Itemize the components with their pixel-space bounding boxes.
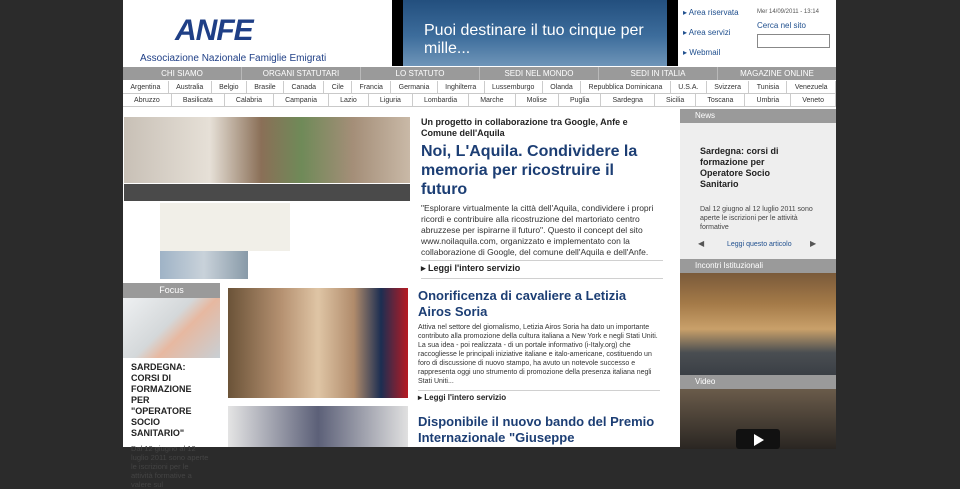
region-link[interactable]: Sicilia bbox=[655, 94, 696, 106]
nav-chi-siamo[interactable]: CHI SIAMO bbox=[123, 67, 242, 80]
feature-title[interactable]: Noi, L'Aquila. Condividere la memoria per ricostruire il futuro bbox=[421, 143, 638, 198]
site-screenshot bbox=[160, 251, 248, 279]
country-link[interactable]: Repubblica Dominicana bbox=[581, 81, 671, 93]
article2-title[interactable]: Onorificenza di cavaliere a Letizia Airos Soria bbox=[418, 288, 627, 319]
country-link[interactable]: Germania bbox=[391, 81, 437, 93]
region-link[interactable]: Abruzzo bbox=[123, 94, 172, 106]
country-link[interactable]: Tunisia bbox=[749, 81, 787, 93]
webmail-link[interactable]: ▸ Webmail bbox=[683, 48, 763, 57]
search-box bbox=[757, 9, 837, 48]
feature-kicker: Un progetto in collaborazione tra Google, Anfe e Comune dell'Aquila bbox=[421, 117, 628, 138]
next-arrow-icon[interactable]: ▶ bbox=[810, 239, 817, 248]
region-link[interactable]: Calabria bbox=[225, 94, 274, 106]
news-header: News bbox=[680, 109, 836, 123]
main-nav bbox=[123, 67, 836, 80]
area-servizi-link[interactable]: ▸ Area servizi bbox=[683, 28, 763, 37]
country-link[interactable]: U.S.A. bbox=[671, 81, 707, 93]
country-link[interactable]: Cile bbox=[324, 81, 352, 93]
news-box bbox=[680, 123, 836, 259]
country-link[interactable]: Australia bbox=[169, 81, 212, 93]
region-link[interactable]: Puglia bbox=[559, 94, 602, 106]
banner-stripe-right bbox=[667, 0, 678, 66]
page bbox=[123, 0, 836, 489]
focus-title[interactable]: SARDEGNA: CORSI DI FORMAZIONE PER "OPERATORE SOCIO SANITARIO" bbox=[131, 362, 192, 438]
focus-image[interactable] bbox=[123, 298, 220, 358]
article2-read-more[interactable]: ▸ Leggi l'intero servizio bbox=[418, 390, 660, 402]
region-link[interactable]: Umbria bbox=[745, 94, 791, 106]
country-link[interactable]: Belgio bbox=[212, 81, 247, 93]
country-link[interactable]: Olanda bbox=[543, 81, 581, 93]
thumbnail-strip bbox=[124, 184, 410, 201]
region-link[interactable]: Liguria bbox=[369, 94, 413, 106]
article3-title[interactable]: Disponibile il nuovo bando del Premio Internazionale "Giuseppe bbox=[418, 414, 655, 445]
country-link[interactable]: Venezuela bbox=[787, 81, 835, 93]
region-link[interactable]: Sardegna bbox=[601, 94, 654, 106]
feature-read-more[interactable]: ▸ Leggi l'intero servizio bbox=[421, 260, 663, 279]
country-link[interactable]: Argentina bbox=[123, 81, 169, 93]
video-player[interactable] bbox=[680, 389, 836, 449]
nav-sedi-nel-mondo[interactable]: SEDI NEL MONDO bbox=[480, 67, 599, 80]
country-link[interactable]: Lussemburgo bbox=[485, 81, 543, 93]
search-input[interactable] bbox=[757, 34, 830, 48]
incontri-image[interactable] bbox=[680, 273, 836, 375]
country-link[interactable]: Canada bbox=[284, 81, 324, 93]
article2 bbox=[418, 288, 660, 402]
map-screenshot bbox=[160, 203, 290, 251]
feature-article bbox=[421, 117, 663, 273]
country-link[interactable]: Svizzera bbox=[707, 81, 750, 93]
right-sidebar bbox=[680, 109, 836, 447]
play-icon[interactable] bbox=[736, 429, 780, 449]
laquila-photo bbox=[124, 117, 410, 183]
region-link[interactable]: Marche bbox=[469, 94, 515, 106]
incontri-header: Incontri Istituzionali bbox=[680, 259, 836, 273]
regions-row bbox=[123, 94, 836, 107]
focus-header: Focus bbox=[123, 283, 220, 298]
article2-body: Attiva nel settore del giornalismo, Letizia Airos Soria ha dato un importante contributo alla promozione della cultura italiana a New York e negli Stati Uniti. La sua idea - poi realizzata - di un portale informativo (i-Italy.org) che raccogliesse le principali iniziative italiane e italo-americane, costituendo un foro di discussione di nuovo stampo, ha avuto un notevole successo e rappresenta oggi uno strumento di promozione della presenza italiana negli Stati Uniti... bbox=[418, 324, 658, 385]
banner-text: Puoi destinare il tuo cinque per mille... bbox=[424, 22, 644, 57]
feature-image[interactable] bbox=[124, 117, 410, 281]
feature-body: "Esplorare virtualmente la città dell'Aquila, condividere i propri ricordi e contribuire alla ricostruzione del martoriato centro abruzzese per ispirarne il futuro". Questo il concept del sito www.noilaquila.com, organizzato e implementato con la collaborazione di Google, del comune dell'Aquila e dell'Anfe. bbox=[421, 203, 654, 257]
nav-magazine-online[interactable]: MAGAZINE ONLINE bbox=[740, 69, 814, 78]
news-text: Dal 12 giugno al 12 luglio 2011 sono aperte le iscrizioni per le attività formative bbox=[700, 206, 813, 231]
focus-text: Dal 12 giugno al 12 luglio 2011 sono aperte le iscrizioni per le attività formative a valere sul bbox=[131, 444, 209, 489]
region-link[interactable]: Lazio bbox=[329, 94, 369, 106]
search-label: Cerca nel sito bbox=[757, 21, 806, 30]
region-link[interactable]: Basilicata bbox=[172, 94, 225, 106]
header bbox=[123, 0, 836, 67]
country-link[interactable]: Brasile bbox=[247, 81, 284, 93]
anfe-logo[interactable] bbox=[137, 10, 327, 64]
article2-image[interactable] bbox=[228, 288, 408, 398]
focus-box bbox=[123, 283, 220, 489]
banner-stripe-left bbox=[392, 0, 403, 66]
top-links bbox=[683, 8, 763, 68]
area-riservata-link[interactable]: ▸ Area riservata bbox=[683, 8, 763, 17]
region-link[interactable]: Lombardia bbox=[413, 94, 469, 106]
prev-arrow-icon[interactable]: ◀ bbox=[698, 239, 705, 248]
logo-subtitle: Associazione Nazionale Famiglie Emigrati bbox=[140, 53, 327, 64]
nav-organi-statutari[interactable]: ORGANI STATUTARI bbox=[242, 67, 361, 80]
region-link[interactable]: Veneto bbox=[791, 94, 836, 106]
nav-lo-statuto[interactable]: LO STATUTO bbox=[361, 67, 480, 80]
countries-row bbox=[123, 81, 836, 94]
region-link[interactable]: Campania bbox=[274, 94, 329, 106]
region-link[interactable]: Molise bbox=[516, 94, 559, 106]
logo-text: ANFE bbox=[175, 14, 253, 47]
article3-image[interactable] bbox=[228, 406, 408, 447]
cinque-per-mille-banner[interactable] bbox=[392, 0, 678, 66]
country-link[interactable]: Inghilterra bbox=[438, 81, 485, 93]
article3 bbox=[418, 414, 660, 446]
region-link[interactable]: Toscana bbox=[696, 94, 745, 106]
news-title[interactable]: Sardegna: corsi di formazione per Operatore Socio Sanitario bbox=[700, 146, 779, 189]
country-link[interactable]: Francia bbox=[352, 81, 391, 93]
current-date: Mer 14/09/2011 - 13:14 bbox=[757, 9, 819, 15]
video-header: Video bbox=[680, 375, 836, 389]
nav-sedi-in-italia[interactable]: SEDI IN ITALIA bbox=[599, 67, 718, 80]
news-read-link[interactable]: Leggi questo articolo bbox=[727, 241, 792, 248]
